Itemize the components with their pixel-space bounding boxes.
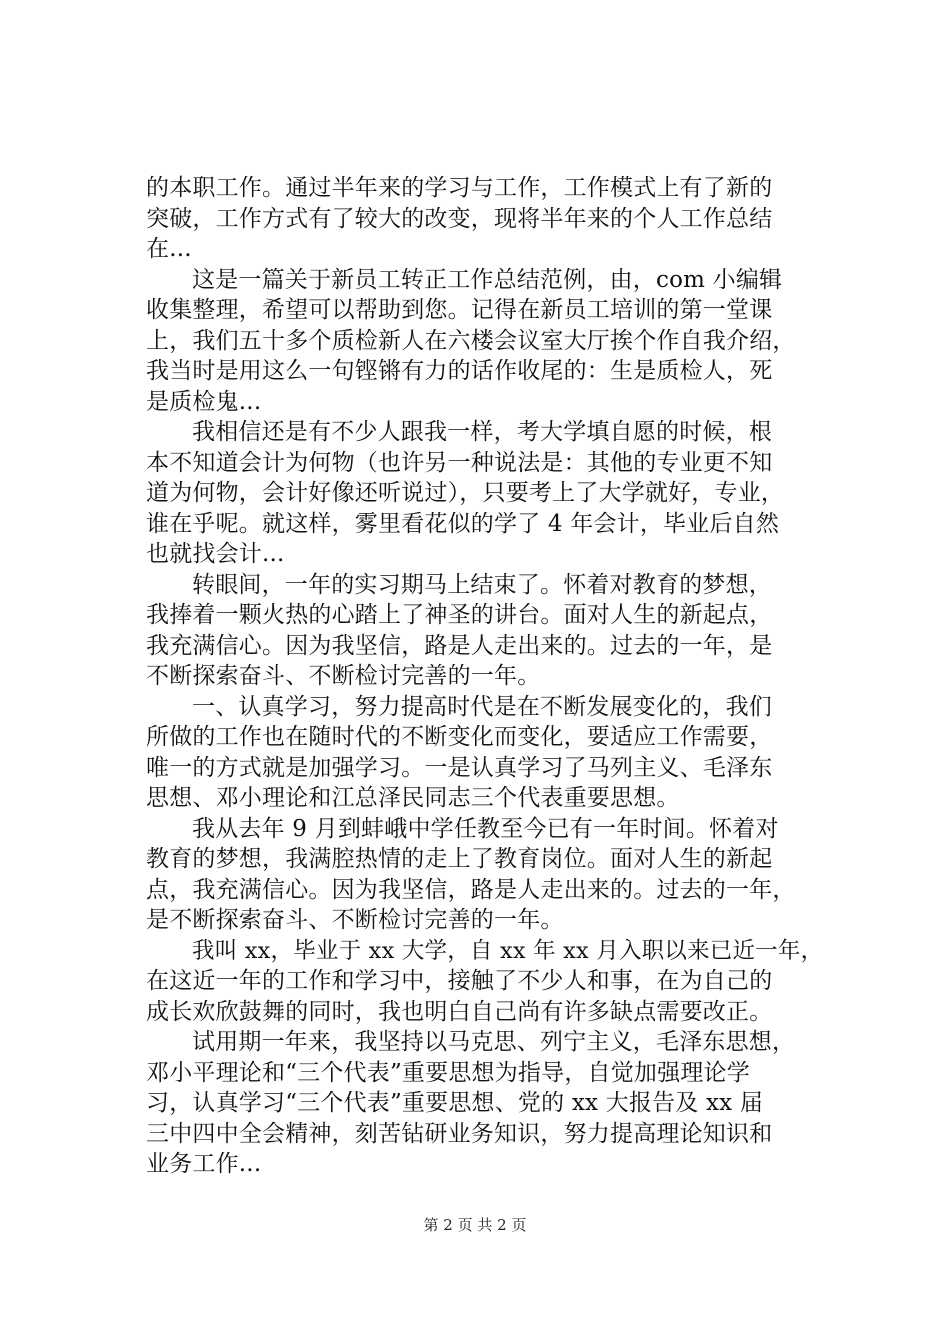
text-line: 是不断探索奋斗、不断检讨完善的一年。 (146, 907, 564, 933)
paragraph-first-line: 我相信还是有不少人跟我一样，考大学填自愿的时候，根 (192, 419, 772, 445)
text-line: 成长欢欣鼓舞的同时，我也明白自己尚有许多缺点需要改正。 (146, 998, 773, 1025)
text-line: 教育的梦想，我满腔热情的走上了教育岗位。面对人生的新起 (146, 846, 773, 872)
paragraph-first-line: 我从去年 9 月到蚌峨中学任教至今已有一年时间。怀着对 (192, 815, 779, 842)
text-line: 业务工作... (146, 1151, 262, 1177)
text-line: 我充满信心。因为我坚信，路是人走出来的。过去的一年，是 (146, 632, 773, 659)
text-line: 习，认真学习“三个代表”重要思想、党的 xx 大报告及 xx 届 (146, 1090, 764, 1116)
text-line: 是质检鬼... (146, 388, 262, 415)
text-line: 收集整理，希望可以帮助到您。记得在新员工培训的第一堂课 (146, 297, 773, 323)
text-line: 不断探索奋斗、不断检讨完善的一年。 (146, 663, 541, 689)
text-line: 我当时是用这么一句铿锵有力的话作收尾的：生是质检人，死 (146, 358, 773, 384)
text-line: 我捧着一颗火热的心踏上了神圣的讲台。面对人生的新起点， (146, 602, 773, 628)
text-line: 点，我充满信心。因为我坚信，路是人走出来的。过去的一年， (146, 876, 796, 903)
text-line: 的本职工作。通过半年来的学习与工作，工作模式上有了新的 (146, 175, 773, 201)
text-line: 在这近一年的工作和学习中，接触了不少人和事，在为自己的 (146, 968, 773, 994)
text-line: 上，我们五十多个质检新人在六楼会议室大厅挨个作自我介绍， (146, 327, 796, 354)
text-line: 在... (146, 236, 192, 262)
paragraph-first-line: 我叫 xx，毕业于 xx 大学，自 xx 年 xx 月入职以来已近一年， (192, 937, 824, 964)
page-footer: 第 2 页 共 2 页 (423, 1216, 527, 1234)
text-line: 唯一的方式就是加强学习。一是认真学习了马列主义、毛泽东 (146, 754, 773, 781)
paragraph-first-line: 试用期一年来，我坚持以马克思、列宁主义，毛泽东思想， (192, 1029, 796, 1055)
text-line: 本不知道会计为何物（也许另一种说法是：其他的专业更不知 (146, 449, 773, 476)
text-line: 思想、邓小理论和江总泽民同志三个代表重要思想。 (146, 785, 680, 811)
text-line: 谁在乎呢。就这样，雾里看花似的学了 4 年会计，毕业后自然 (146, 510, 780, 537)
paragraph-first-line: 一、认真学习，努力提高时代是在不断发展变化的，我们 (192, 693, 772, 720)
text-line: 所做的工作也在随时代的不断变化而变化，要适应工作需要， (146, 724, 773, 750)
text-line: 三中四中全会精神，刻苦钻研业务知识，努力提高理论知识和 (146, 1120, 773, 1147)
paragraph-first-line: 转眼间，一年的实习期马上结束了。怀着对教育的梦想， (192, 571, 772, 598)
text-line: 也就找会计... (146, 541, 285, 567)
text-line: 道为何物，会计好像还听说过），只要考上了大学就好，专业， (146, 480, 785, 506)
text-line: 邓小平理论和“三个代表”重要思想为指导，自觉加强理论学 (146, 1059, 750, 1086)
text-line: 突破，工作方式有了较大的改变，现将半年来的个人工作总结 (146, 205, 773, 232)
document-body (146, 173, 836, 1180)
paragraph-first-line: 这是一篇关于新员工转正工作总结范例，由，com 小编辑 (192, 266, 783, 293)
